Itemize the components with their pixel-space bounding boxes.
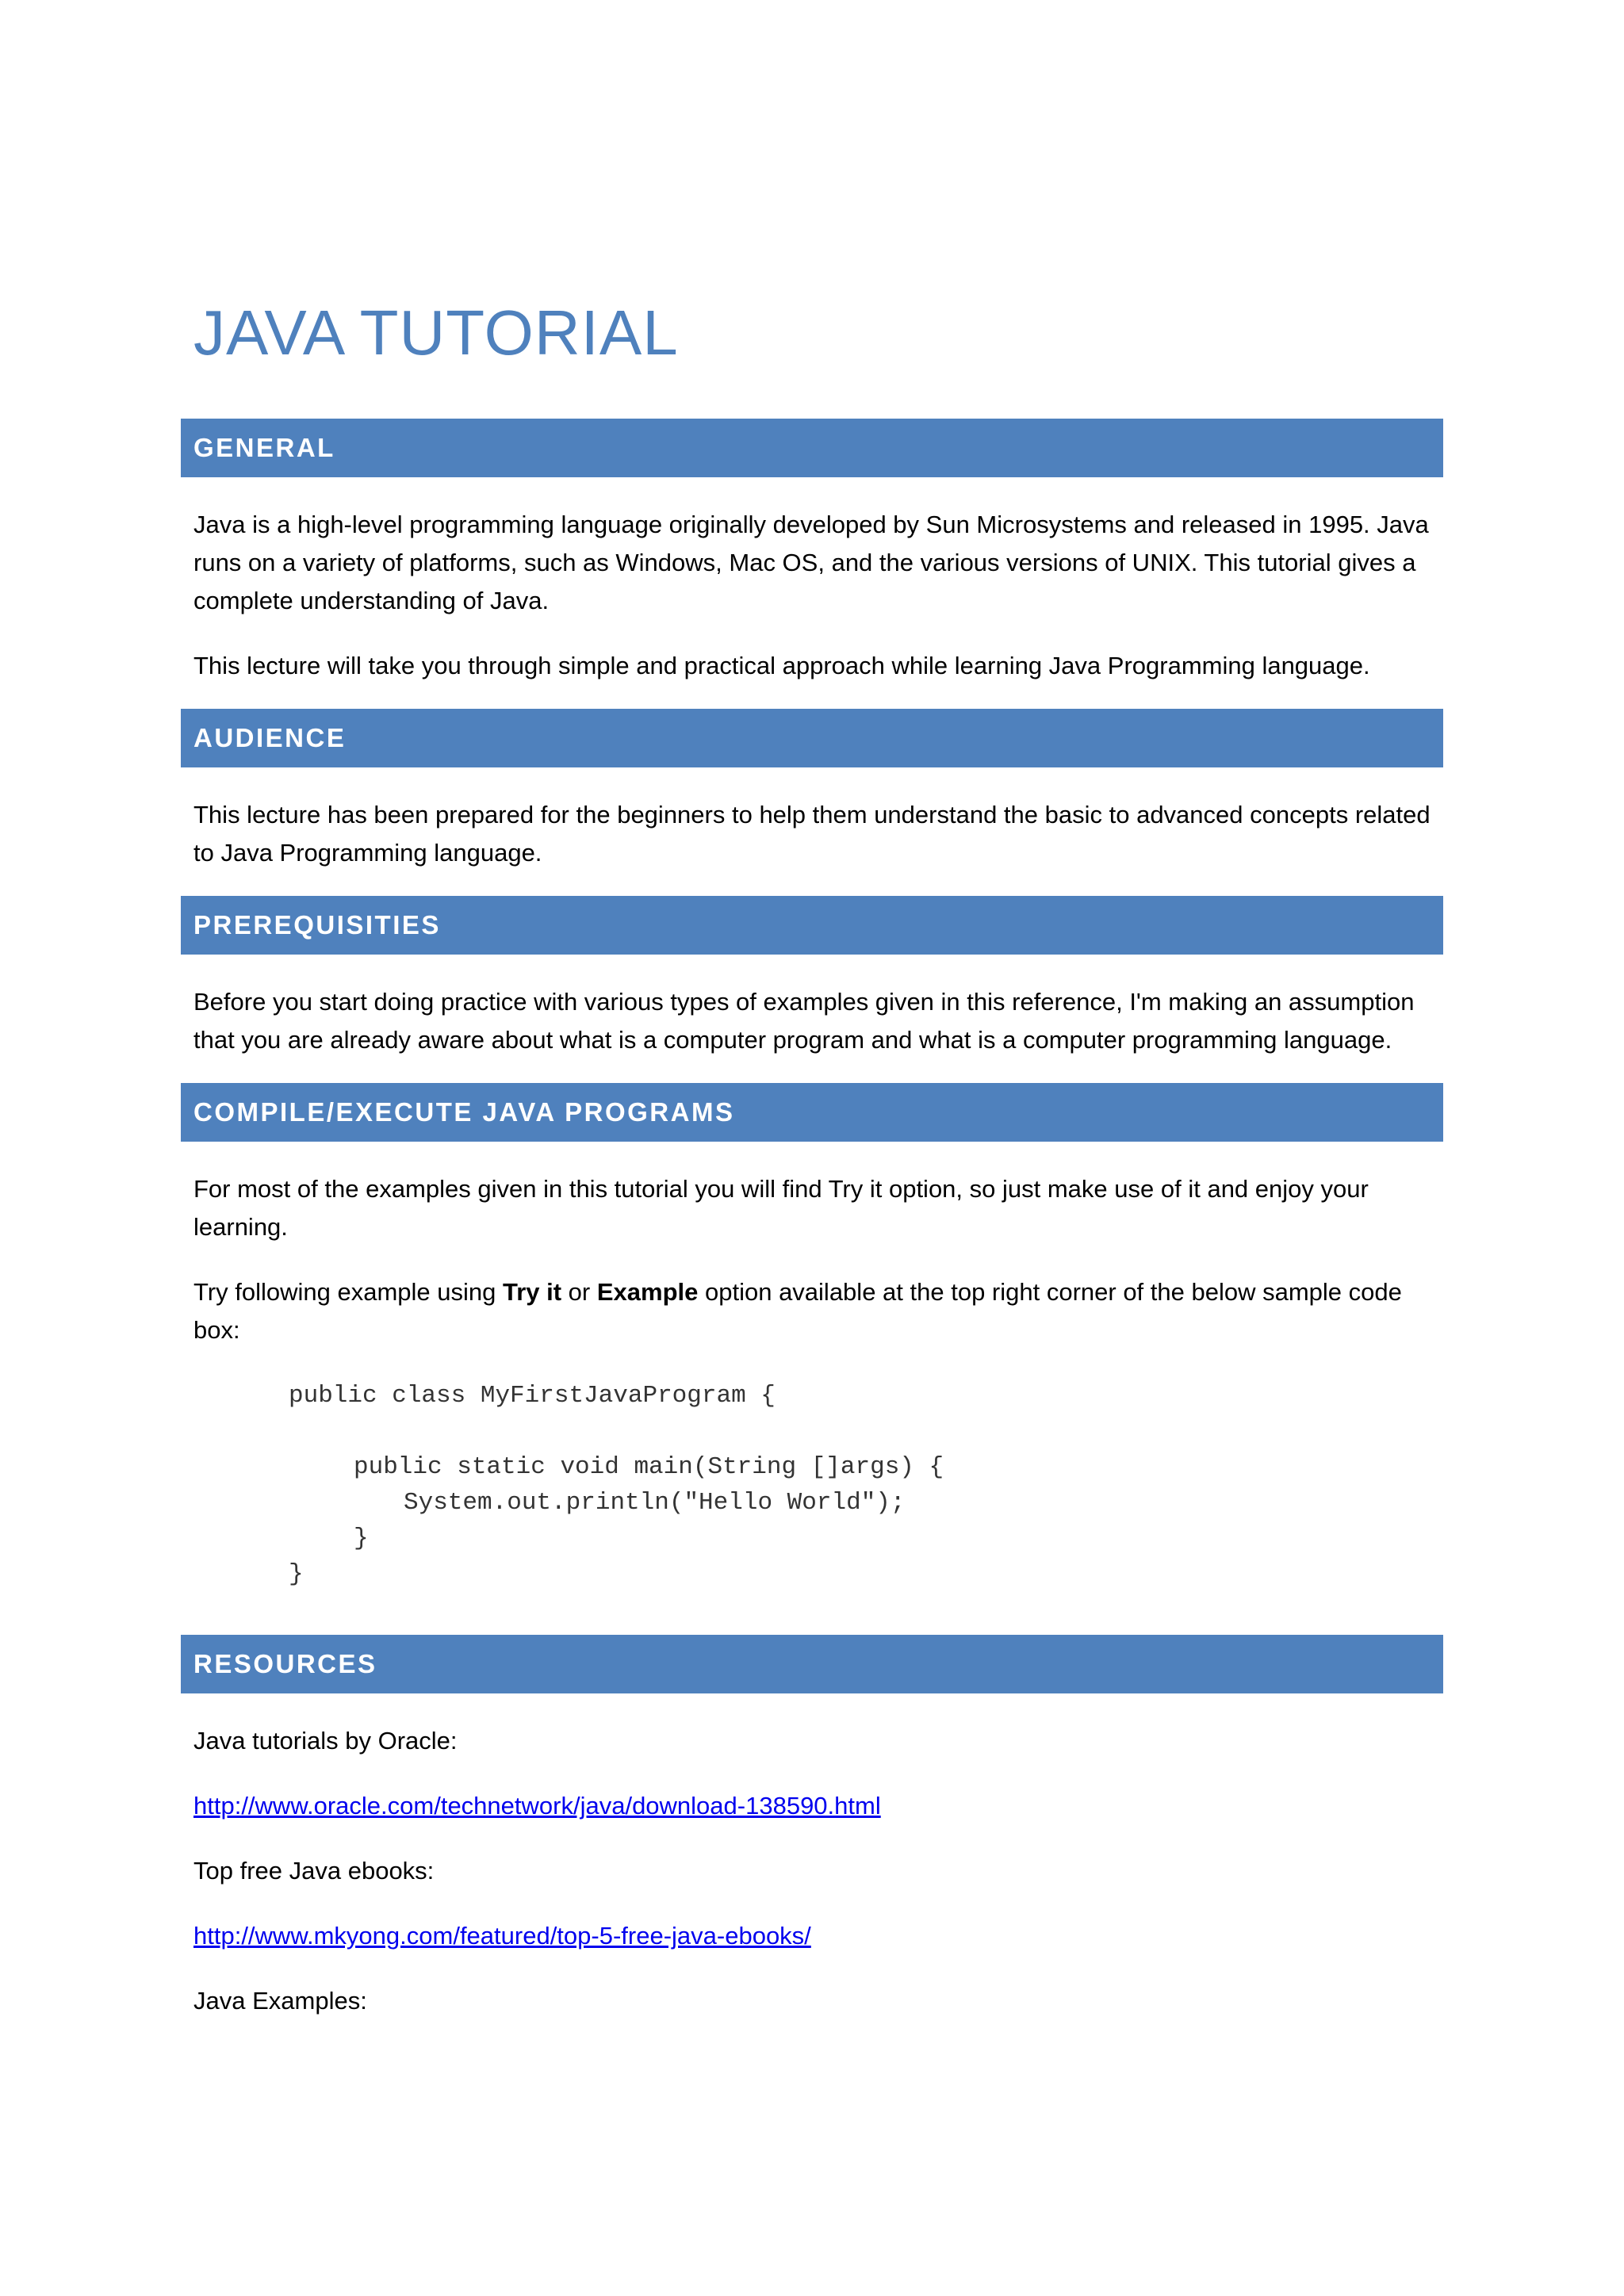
general-paragraph-2: This lecture will take you through simple and practical approach while learning Java Programming language.: [193, 652, 1370, 679]
sample-code-box: [181, 1378, 1443, 1592]
resources-link-oracle-row: [181, 1787, 1443, 1825]
compile-paragraph-2-middle: or: [561, 1278, 597, 1306]
code-blank-line: [289, 1414, 1443, 1449]
code-line-2: public static void main(String []args) {: [354, 1453, 944, 1481]
prerequisites-paragraph: Before you start doing practice with various types of examples given in this reference, I'm making an assumption that you are already aware about what is a computer program and what is a computer programming language.: [193, 988, 1415, 1054]
compile-paragraph-2-before: Try following example using: [193, 1278, 503, 1306]
code-line-1: public class MyFirstJavaProgram {: [289, 1382, 776, 1410]
section-heading-prerequisites: PREREQUISITIES: [181, 896, 1443, 955]
code-line-3: System.out.println("Hello World");: [404, 1489, 906, 1517]
oracle-link[interactable]: http://www.oracle.com/technetwork/java/download-138590.html: [193, 1792, 881, 1820]
example-label: Example: [596, 1278, 699, 1306]
code-line-4: }: [354, 1525, 369, 1552]
audience-paragraph: This lecture has been prepared for the beginners to help them understand the basic to advanced concepts related to Java Programming language.: [193, 801, 1431, 867]
compile-paragraph-1: For most of the examples given in this tutorial you will find Try it option, so just make use of it and enjoy your learning.: [193, 1175, 1369, 1241]
resources-label-examples: Java Examples:: [193, 1987, 367, 2015]
compile-paragraph-2: [181, 1273, 1443, 1349]
section-heading-compile: COMPILE/EXECUTE JAVA PROGRAMS: [181, 1083, 1443, 1142]
section-heading-audience: AUDIENCE: [181, 709, 1443, 767]
compile-paragraph-2-after: option available at the top right corner of the below sample code box:: [193, 1278, 1402, 1344]
page-title: JAVA TUTORIAL: [193, 297, 679, 368]
resources-label-oracle: Java tutorials by Oracle:: [193, 1727, 458, 1755]
document-content: [181, 293, 1443, 2020]
code-line-5: }: [289, 1560, 304, 1588]
resources-label-ebooks: Top free Java ebooks:: [193, 1857, 435, 1885]
mkyong-link[interactable]: http://www.mkyong.com/featured/top-5-free-java-ebooks/: [193, 1922, 811, 1950]
section-heading-general: GENERAL: [181, 419, 1443, 477]
resources-link-ebooks-row: [181, 1917, 1443, 1955]
general-paragraph-1: Java is a high-level programming language originally developed by Sun Microsystems and released in 1995. Java runs on a variety of platforms, such as Windows, Mac OS, and the various versions of UNIX. This tutorial gives a complete understanding of Java.: [193, 511, 1429, 614]
section-heading-resources: RESOURCES: [181, 1635, 1443, 1693]
try-it-label: Try it: [502, 1278, 562, 1306]
